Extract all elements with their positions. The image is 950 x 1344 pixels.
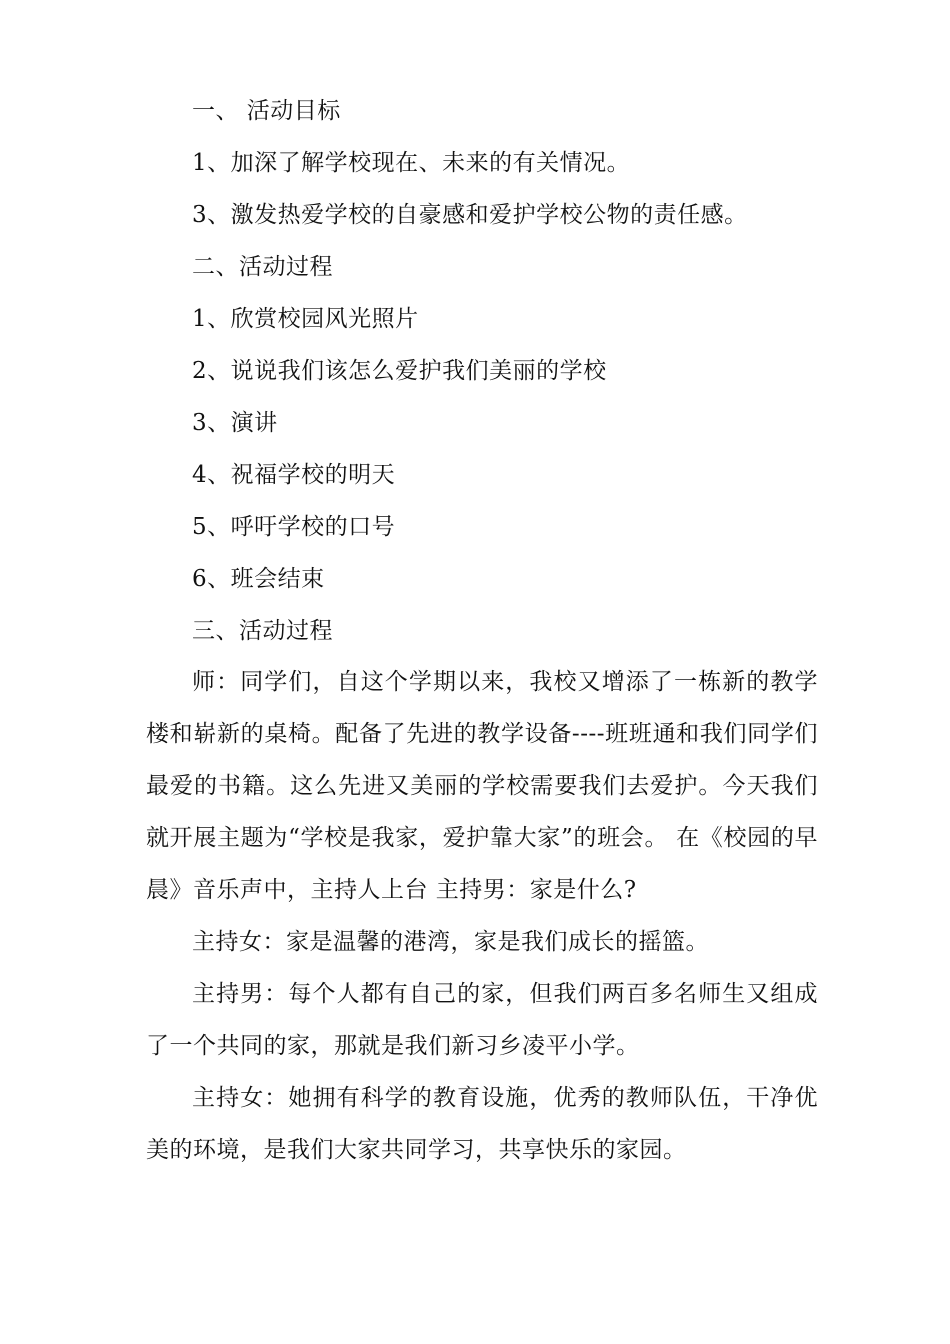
- goal-item-1: 1、加深了解学校现在、未来的有关情况。: [192, 150, 631, 176]
- section-heading-process-2: 三、活动过程: [192, 618, 333, 644]
- paragraph-host-female-1: 主持女：家是温馨的港湾，家是我们成长的摇篮。: [192, 929, 709, 955]
- process-item-5: 5、呼吁学校的口号: [192, 514, 396, 540]
- process-item-6: 6、班会结束: [192, 566, 325, 592]
- process-item-4: 4、祝福学校的明天: [192, 462, 396, 488]
- section-heading-goals: 一、 活动目标: [192, 98, 341, 124]
- section-heading-process: 二、活动过程: [192, 254, 333, 280]
- paragraph-teacher-intro: 师：同学们，自这个学期以来，我校又增添了一栋新的教学楼和崭新的桌椅。配备了先进的教学设备----班班通和我们同学们最爱的书籍。这么先进又美丽的学校需要我们去爱护。今天我们就开展主题为“学校是我家，爱护靠大家”的班会。 在《校园的早晨》音乐声中，主持人上台 主持男：家是什么?: [146, 669, 818, 903]
- paragraph-host-male-1: 主持男：每个人都有自己的家，但我们两百多名师生又组成了一个共同的家，那就是我们新习乡凌平小学。: [146, 981, 818, 1059]
- process-item-1: 1、欣赏校园风光照片: [192, 306, 419, 332]
- paragraph-host-female-2: 主持女：她拥有科学的教育设施，优秀的教师队伍，干净优美的环境，是我们大家共同学习，共享快乐的家园。: [146, 1085, 818, 1163]
- process-item-2: 2、说说我们该怎么爱护我们美丽的学校: [192, 358, 607, 384]
- process-item-3: 3、演讲: [192, 410, 278, 436]
- goal-item-3: 3、激发热爱学校的自豪感和爱护学校公物的责任感。: [192, 202, 748, 228]
